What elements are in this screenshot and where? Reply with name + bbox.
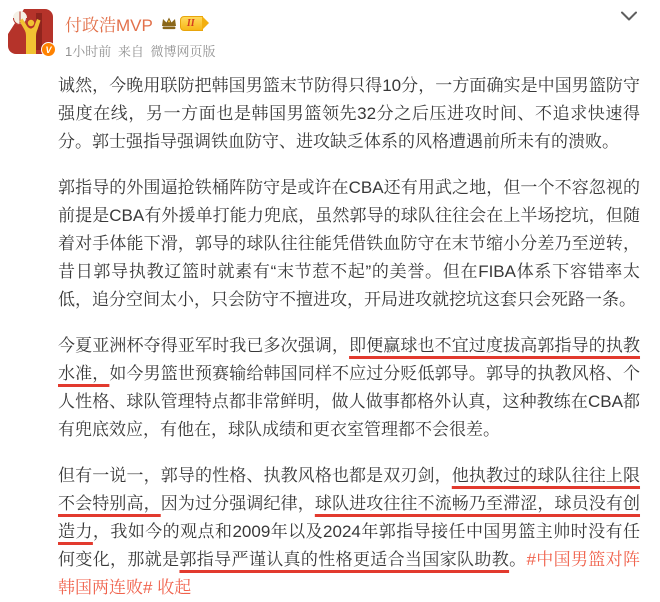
crown-icon (160, 15, 178, 31)
chevron-down-icon[interactable] (620, 10, 638, 22)
text-segment: 但有一说一，郭导的性格、执教风格也都是双刃剑， (58, 466, 452, 485)
hashtag-link[interactable]: #中国男篮对阵韩国两连败# (58, 550, 641, 597)
post-paragraph (58, 72, 640, 156)
avatar[interactable] (8, 9, 53, 54)
text-segment: 球队进攻往往不流畅乃至滞涩，球员没有创造力 (58, 494, 641, 541)
vip-level-text: II (186, 17, 195, 29)
post-paragraph (58, 462, 640, 602)
post-header (0, 0, 660, 60)
text-segment: ，我如今的观点和2009年以及2024年郭指导接任中国男篮主帅时没有任何变化，那就是 (58, 522, 640, 569)
text-segment: 即便赢球也不宜过度拔高郭指导的执教水准， (58, 336, 641, 383)
text-segment: 如今男篮世预赛输给韩国同样不应过分贬低郭导。郭导的执教风格、个人性格、球队管理特点都非常鲜明，做人做事都格外认真，这种教练在CBA都有兜底效应，有他在，球队成绩和更衣室管理都不会很差。 (58, 364, 641, 439)
text-segment: 。 (509, 550, 527, 569)
source-prefix: 来自 (117, 44, 144, 59)
verified-badge-icon: V (41, 42, 56, 57)
text-segment: 郭指导严谨认真的性格更适合当国家队助教 (179, 550, 510, 569)
text-segment: 今夏亚洲杯夺得亚军时我已多次强调， (58, 336, 350, 355)
vip-level-badge (180, 16, 203, 31)
text-segment: 因为过分强调纪律， (160, 494, 315, 513)
post-content (0, 60, 660, 602)
timestamp: 1小时前 (65, 44, 112, 59)
text-segment: 诚然，今晚用联防把韩国男篮末节防得只得10分，一方面确实是中国男篮防守强度在线，另一方面也是韩国男篮领先32分之后压进攻时间、不追求快速得分。郭士强指导强调铁血防守、进攻缺乏体系的风格遭遇前所未有的溃败。 (58, 76, 640, 151)
author-name[interactable]: 付政浩MVP (65, 15, 153, 35)
source-link[interactable]: 微博网页版 (150, 44, 216, 59)
text-segment: 郭指导的外围逼抢铁桶阵防守是或许在CBA还有用武之地，但一个不容忽视的前提是CBA有外援单打能力兜底，虽然郭导的球队往往会在上半场挖坑，但随着对手体能下滑，郭导的球队往往能凭借铁血防守在末节缩小分差乃至逆转，昔日郭导执教辽篮时就素有“末节惹不起”的美誉。但在FIBA体系下容错率太低，追分空间太小，只会防守不擅进攻，开局进攻就挖坑这套只会死路一条。 (58, 178, 640, 309)
text-segment: 他执教过的球队往往上限不会特别高， (58, 466, 641, 513)
author-block (65, 9, 219, 60)
post-meta (65, 41, 219, 60)
post-paragraph (58, 174, 640, 314)
collapse-link[interactable]: 收起 (157, 578, 192, 597)
post-paragraph (58, 332, 640, 444)
